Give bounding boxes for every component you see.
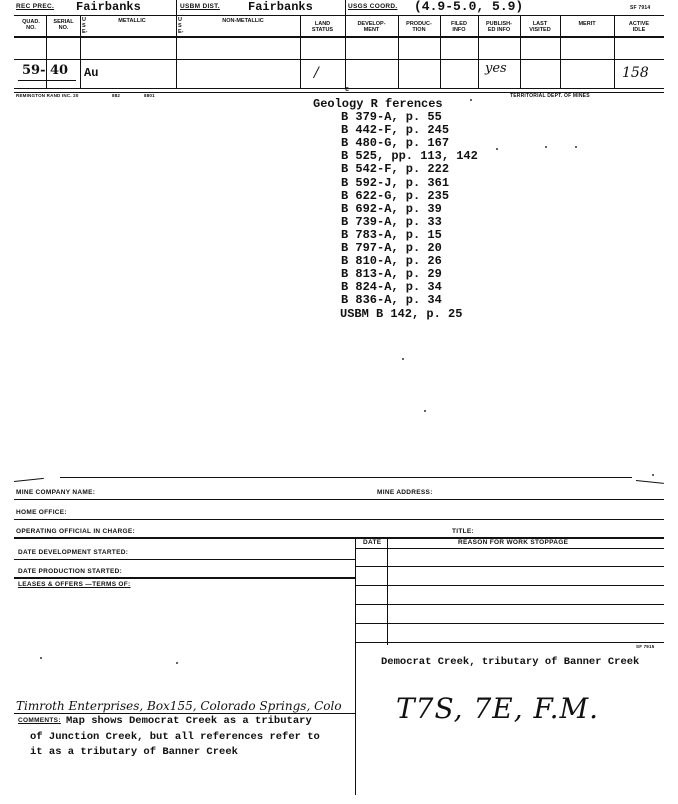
stoppage-row	[355, 604, 664, 605]
col-serial-no: SERIAL NO.	[53, 19, 74, 31]
col-use-metallic: U S E-	[82, 17, 88, 35]
reference-item: B 810-A, p. 26	[341, 254, 442, 269]
header-bottom-rule	[14, 15, 664, 16]
col-development: DEVELOP- MENT	[357, 21, 386, 33]
header-divider	[345, 0, 346, 15]
comments-line-1: Map shows Democrat Creek as a tributary	[66, 715, 312, 727]
column-header-bottom-rule	[14, 36, 664, 38]
insertion-caret: e	[345, 86, 350, 94]
date-column-label: DATE	[363, 539, 382, 546]
speck	[470, 99, 472, 101]
col-divider	[176, 15, 177, 88]
rec-prec-label: REC PREC.	[16, 3, 55, 10]
quad-serial-underline	[18, 80, 76, 81]
col-merit: MERIT	[578, 21, 596, 27]
prod-started-label: DATE PRODUCTION STARTED:	[18, 568, 123, 575]
reason-column-label: REASON FOR WORK STOPPAGE	[458, 539, 569, 546]
col-metallic: METALLIC	[118, 18, 146, 24]
dev-started-label: DATE DEVELOPMENT STARTED:	[18, 549, 129, 556]
published-info-value: yes	[485, 61, 507, 76]
land-status-value: /	[314, 65, 319, 81]
col-land-status: LAND STATUS	[311, 21, 334, 33]
reference-item: B 622-G, p. 235	[341, 188, 450, 203]
stoppage-row	[355, 642, 664, 643]
col-filed-info: FILED INFO	[451, 21, 467, 33]
speck	[575, 146, 577, 148]
usbm-dist-value: Fairbanks	[248, 0, 313, 14]
reference-item: B 836-A, p. 34	[341, 293, 442, 308]
printer-label: REMINGTON RAND INC. 20	[16, 93, 79, 98]
usgs-coord-value: (4.9-5.0, 5.9)	[414, 0, 524, 14]
speck	[176, 662, 178, 664]
speck	[496, 148, 498, 150]
col-last-visited: LAST VISITED	[529, 21, 551, 33]
header-divider	[176, 0, 177, 15]
quad-serial-value: 59- 40	[22, 63, 69, 78]
reference-item: B 542-F, p. 222	[341, 162, 450, 177]
comments-line-2: of Junction Creek, but all references refer to	[30, 731, 320, 743]
col-nonmetallic: NON-METALLIC	[222, 18, 264, 24]
stoppage-row	[355, 585, 664, 586]
row-rule	[14, 559, 355, 560]
reference-item: B 797-A, p. 20	[341, 241, 442, 255]
reference-item: B 813-A, p. 29	[341, 267, 442, 282]
mine-company-label: MINE COMPANY NAME:	[16, 489, 96, 496]
title-label: TITLE:	[452, 528, 475, 535]
col-use-nonmetallic: U S E-	[178, 17, 184, 35]
usbm-dist-label: USBM DIST.	[180, 3, 220, 10]
row-rule	[14, 577, 355, 579]
form-number-2: SF 7915	[636, 644, 655, 649]
print-code-2: 8801	[144, 93, 155, 98]
col-divider	[80, 15, 81, 88]
col-published-info: PUBLISH- ED INFO	[486, 21, 512, 33]
speck	[652, 474, 654, 476]
speck	[424, 410, 426, 412]
form-number: SF 7914	[630, 5, 651, 11]
mine-address-label: MINE ADDRESS:	[377, 489, 433, 496]
comments-label: COMMENTS:	[18, 717, 61, 724]
reference-item: B 592-J, p. 361	[341, 175, 450, 190]
reference-item: USBM B 142, p. 25	[340, 306, 463, 321]
col-quad-no: QUAD. NO.	[22, 19, 40, 31]
stoppage-row	[355, 566, 664, 567]
usgs-coord-label: USGS COORD.	[348, 3, 398, 10]
reference-item: B 783-A, p. 15	[341, 227, 442, 242]
home-office-label: HOME OFFICE:	[16, 509, 67, 516]
reference-item: B 525, pp. 113, 142	[341, 149, 478, 164]
stoppage-row	[355, 623, 664, 624]
lower-form-corner	[636, 480, 664, 484]
reference-item: B 739-A, p. 33	[341, 214, 442, 229]
reference-item: B 692-A, p. 39	[341, 201, 442, 216]
reference-item: B 379-A, p. 55	[341, 110, 442, 124]
speck	[545, 146, 547, 148]
lower-form-corner	[14, 478, 44, 482]
speck	[40, 657, 42, 659]
col-active-idle: ACTIVE IDLE	[628, 21, 650, 33]
reference-item: B 824-A, p. 34	[341, 280, 442, 295]
record-row-top-rule	[14, 59, 664, 60]
leases-label: LEASES & OFFERS —TERMS OF:	[18, 581, 131, 588]
operating-official-label: OPERATING OFFICIAL IN CHARGE:	[16, 528, 135, 535]
row-rule	[14, 713, 355, 714]
col-production: PRODUC- TION	[406, 21, 432, 33]
territorial-label: TERRITORIAL DEPT. OF MINES	[510, 93, 590, 99]
stoppage-row	[355, 548, 664, 549]
row-rule	[14, 519, 664, 520]
row-rule	[14, 499, 664, 500]
handwritten-company: Timroth Enterprises, Box155, Colorado Springs, Colo	[16, 699, 342, 713]
metallic-value: Au	[84, 66, 99, 80]
rec-prec-value: Fairbanks	[76, 0, 141, 14]
speck	[402, 358, 404, 360]
stoppage-table-left	[355, 537, 356, 795]
record-row-bottom-rule	[14, 88, 664, 89]
reference-item: B 442-F, p. 245	[341, 123, 450, 138]
print-code-1: 882	[112, 93, 121, 98]
handwritten-location: T7S, 7E, F.M.	[396, 692, 600, 725]
lower-form-top-rule	[60, 477, 632, 478]
stoppage-table-date-divider	[387, 537, 388, 645]
location-note: Democrat Creek, tributary of Banner Creek	[381, 656, 640, 668]
active-idle-value: 158	[622, 65, 649, 81]
references-title: Geology R ferences	[313, 97, 443, 111]
reference-item: B 480-G, p. 167	[341, 136, 450, 151]
comments-line-3: it as a tributary of Banner Creek	[30, 746, 238, 758]
